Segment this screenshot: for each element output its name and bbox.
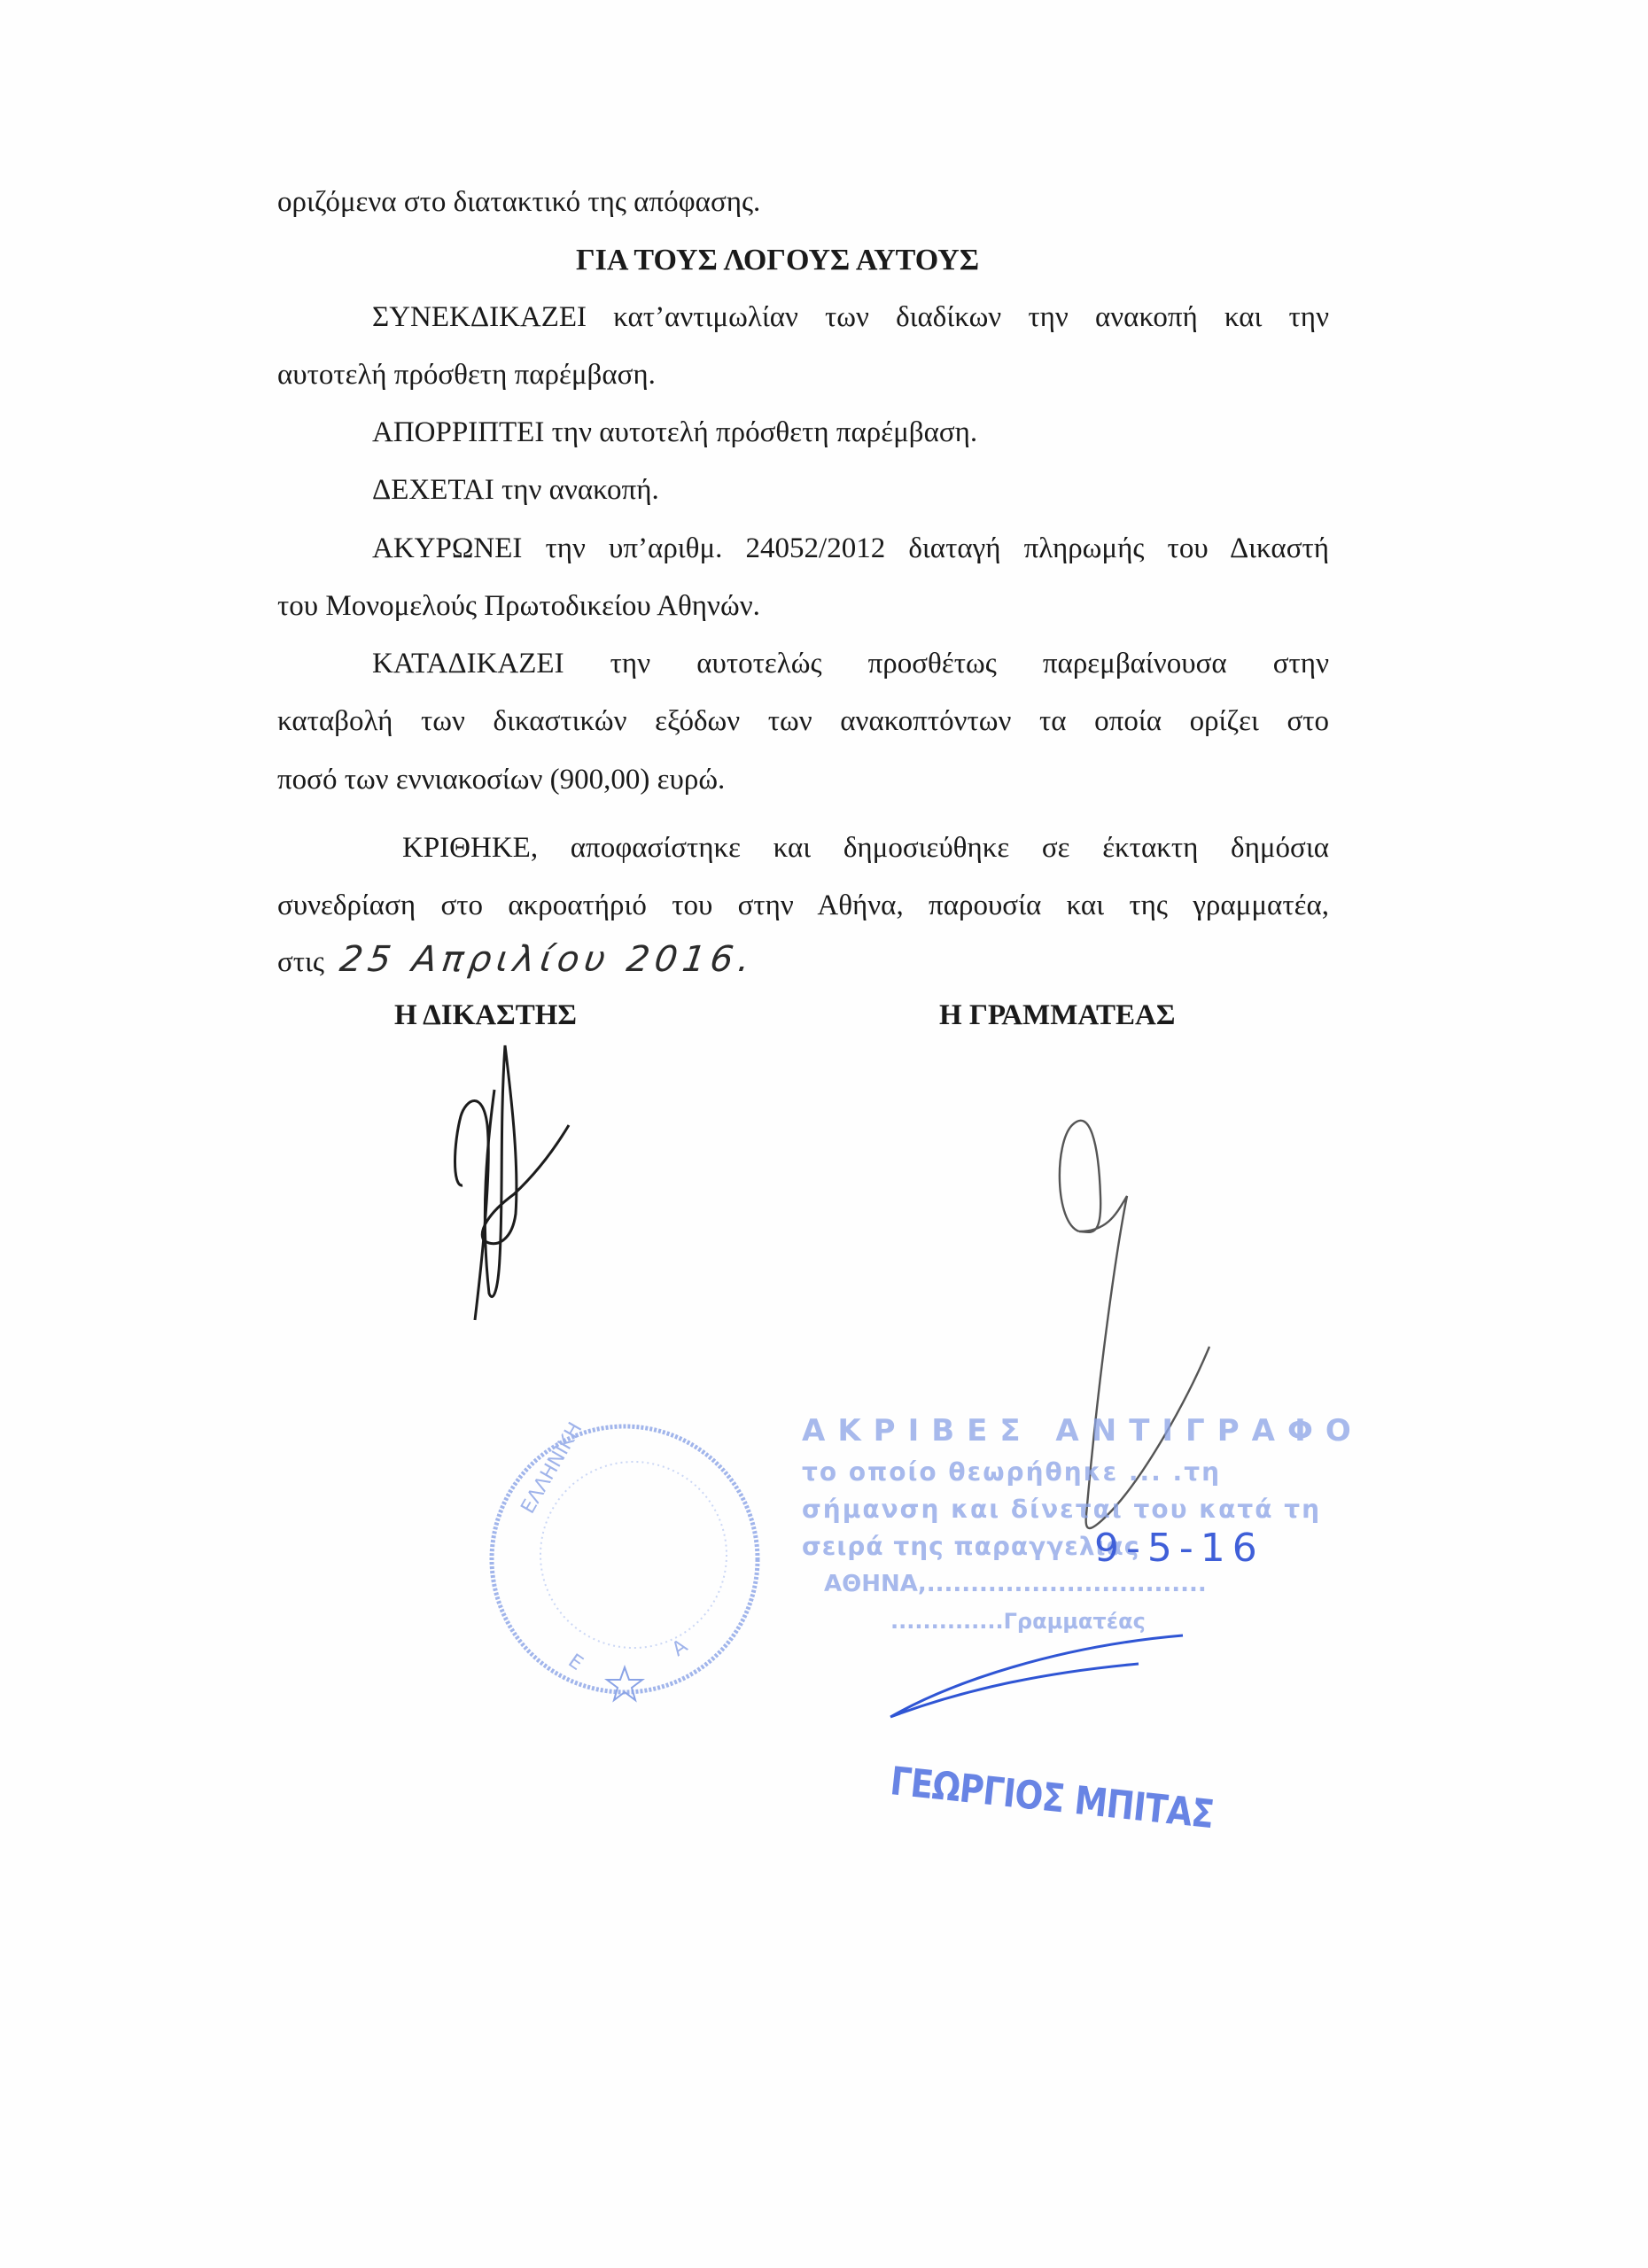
judge-signature-icon <box>434 1037 594 1338</box>
text-line: καταβολή των δικαστικών εξόδων των ανακοπτόντων τα οποία ορίζει στο <box>277 705 1329 737</box>
text-line: ΚΑΤΑΔΙΚΑΖΕΙ την αυτοτελώς προσθέτως παρεμβαίνουσα στην <box>372 648 1329 680</box>
stamp-handwritten-date: 9-5-16 <box>1094 1526 1264 1571</box>
text-line: οριζόμενα στο διατακτικό της απόφασης. <box>277 186 761 218</box>
text-line: ΚΡΙΘΗΚΕ, αποφασίστηκε και δημοσιεύθηκε σε έκτακτη δημόσια <box>402 832 1329 864</box>
date-prefix: στις <box>277 946 324 978</box>
text-line: ΑΠΟΡΡΙΠΤΕΙ την αυτοτελή πρόσθετη παρέμβαση. <box>372 416 978 448</box>
svg-text:Ε: Ε <box>564 1650 587 1675</box>
stamp-role-line: ..............Γραμματέας <box>890 1609 1146 1634</box>
certifier-signature-icon <box>882 1628 1218 1735</box>
date-line <box>277 939 758 980</box>
text-line: ΔΕΧΕΤΑΙ την ανακοπή. <box>372 474 659 506</box>
stamp-city-line: ΑΘΗΝΑ,................................ <box>824 1571 1207 1597</box>
text-line: αυτοτελή πρόσθετη παρέμβαση. <box>277 359 656 391</box>
stamp-line: σειρά της παραγγελίας <box>802 1532 1140 1561</box>
handwritten-date: 25 Απριλίου 2016. <box>337 939 758 980</box>
text-line: ποσό των εννιακοσίων (900,00) ευρώ. <box>277 764 726 796</box>
court-seal-icon <box>483 1409 766 1710</box>
certifier-name-stamp: ΓΕΩΡΓΙΟΣ ΜΠΙΤΑΣ <box>888 1759 1217 1838</box>
section-heading: ΓΙΑ ΤΟΥΣ ΛΟΓΟΥΣ ΑΥΤΟΥΣ <box>576 244 980 276</box>
stamp-line: σήμανση και δίνεται του κατά τη <box>802 1495 1322 1524</box>
text-line: ΣΥΝΕΚΔΙΚΑΖΕΙ κατ’αντιμωλίαν των διαδίκων την ανακοπή και την <box>372 301 1329 333</box>
secretary-label: Η ΓΡΑΜΜΑΤΕΑΣ <box>939 999 1176 1031</box>
text-line: του Μονομελούς Πρωτοδικείου Αθηνών. <box>277 590 760 622</box>
stamp-line: το οποίο θεωρήθηκε ... .τη <box>802 1457 1221 1487</box>
svg-text:ΕΛΛΗΝΙΚΗ: ΕΛΛΗΝΙΚΗ <box>517 1418 587 1518</box>
stamp-title: ΑΚΡΙΒΕΣ ΑΝΤΙΓΡΑΦΟ <box>802 1413 1364 1449</box>
text-line: ΑΚΥΡΩΝΕΙ την υπ’αριθμ. 24052/2012 διαταγή πληρωμής του Δικαστή <box>372 532 1329 564</box>
judge-label: Η ΔΙΚΑΣΤΗΣ <box>394 999 577 1031</box>
svg-text:Α: Α <box>668 1635 692 1661</box>
text-line: συνεδρίαση στο ακροατήριό του στην Αθήνα, παρουσία και της γραμματέα, <box>277 889 1329 921</box>
